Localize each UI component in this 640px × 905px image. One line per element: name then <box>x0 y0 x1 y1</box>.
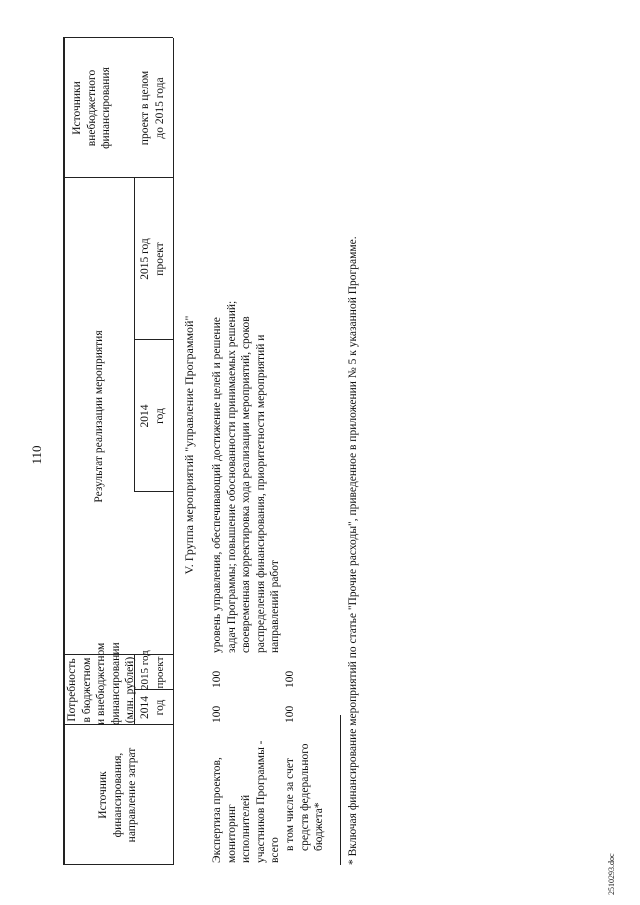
header-need-2014: 2014 год <box>139 696 166 719</box>
row-2-source: в том числе за счет средств федерального бюджета* <box>284 743 325 851</box>
row-1-value-2014: 100 <box>211 705 223 723</box>
header-result-2014: 2014 год <box>139 404 166 428</box>
row-2-value-2014: 100 <box>284 705 296 723</box>
row-1-result: уровень управления, обеспечивающий достижение целей и решение задач Программы; повышение обоснованности принимаемых решений; своевременная корректировка хода реализации мероприятий, сроков распределения финансирования, приоритетности мероприятий и направлений работ <box>211 300 281 653</box>
page-number: 110 <box>29 445 44 465</box>
header-extra-sources: Источники внебюджетного финансирования <box>71 67 112 149</box>
header-need: Потребность в бюджетном и внебюджетном финансировании (млн. рублей) <box>66 642 136 725</box>
footnote-rule <box>340 715 341 865</box>
row-2-value-2015: 100 <box>284 670 296 688</box>
document-id: 2510293.doc <box>607 853 616 895</box>
header-bottom-border <box>173 38 174 865</box>
section-title: V. Группа мероприятий "управление Программой" <box>182 315 196 575</box>
header-result-total: проект в целом до 2015 года <box>139 70 166 146</box>
row-1-value-2015: 100 <box>211 670 223 688</box>
row-1-source: Экспертиза проектов, мониторинг исполнителей участников Программы - всего <box>211 740 281 863</box>
header-source: Источник финансирования, направление затрат <box>97 747 138 843</box>
table-top-border <box>63 38 65 865</box>
result-subheader-divider <box>134 178 135 492</box>
header-result: Результат реализации мероприятия <box>93 330 105 503</box>
footnote: * Включая финансирование мероприятий по статье "Прочие расходы", приведенное в приложении № 5 к указанной Программе. <box>347 236 359 865</box>
header-need-2015: 2015 год проект <box>139 650 166 690</box>
header-result-2015: 2015 год проект <box>139 238 166 280</box>
